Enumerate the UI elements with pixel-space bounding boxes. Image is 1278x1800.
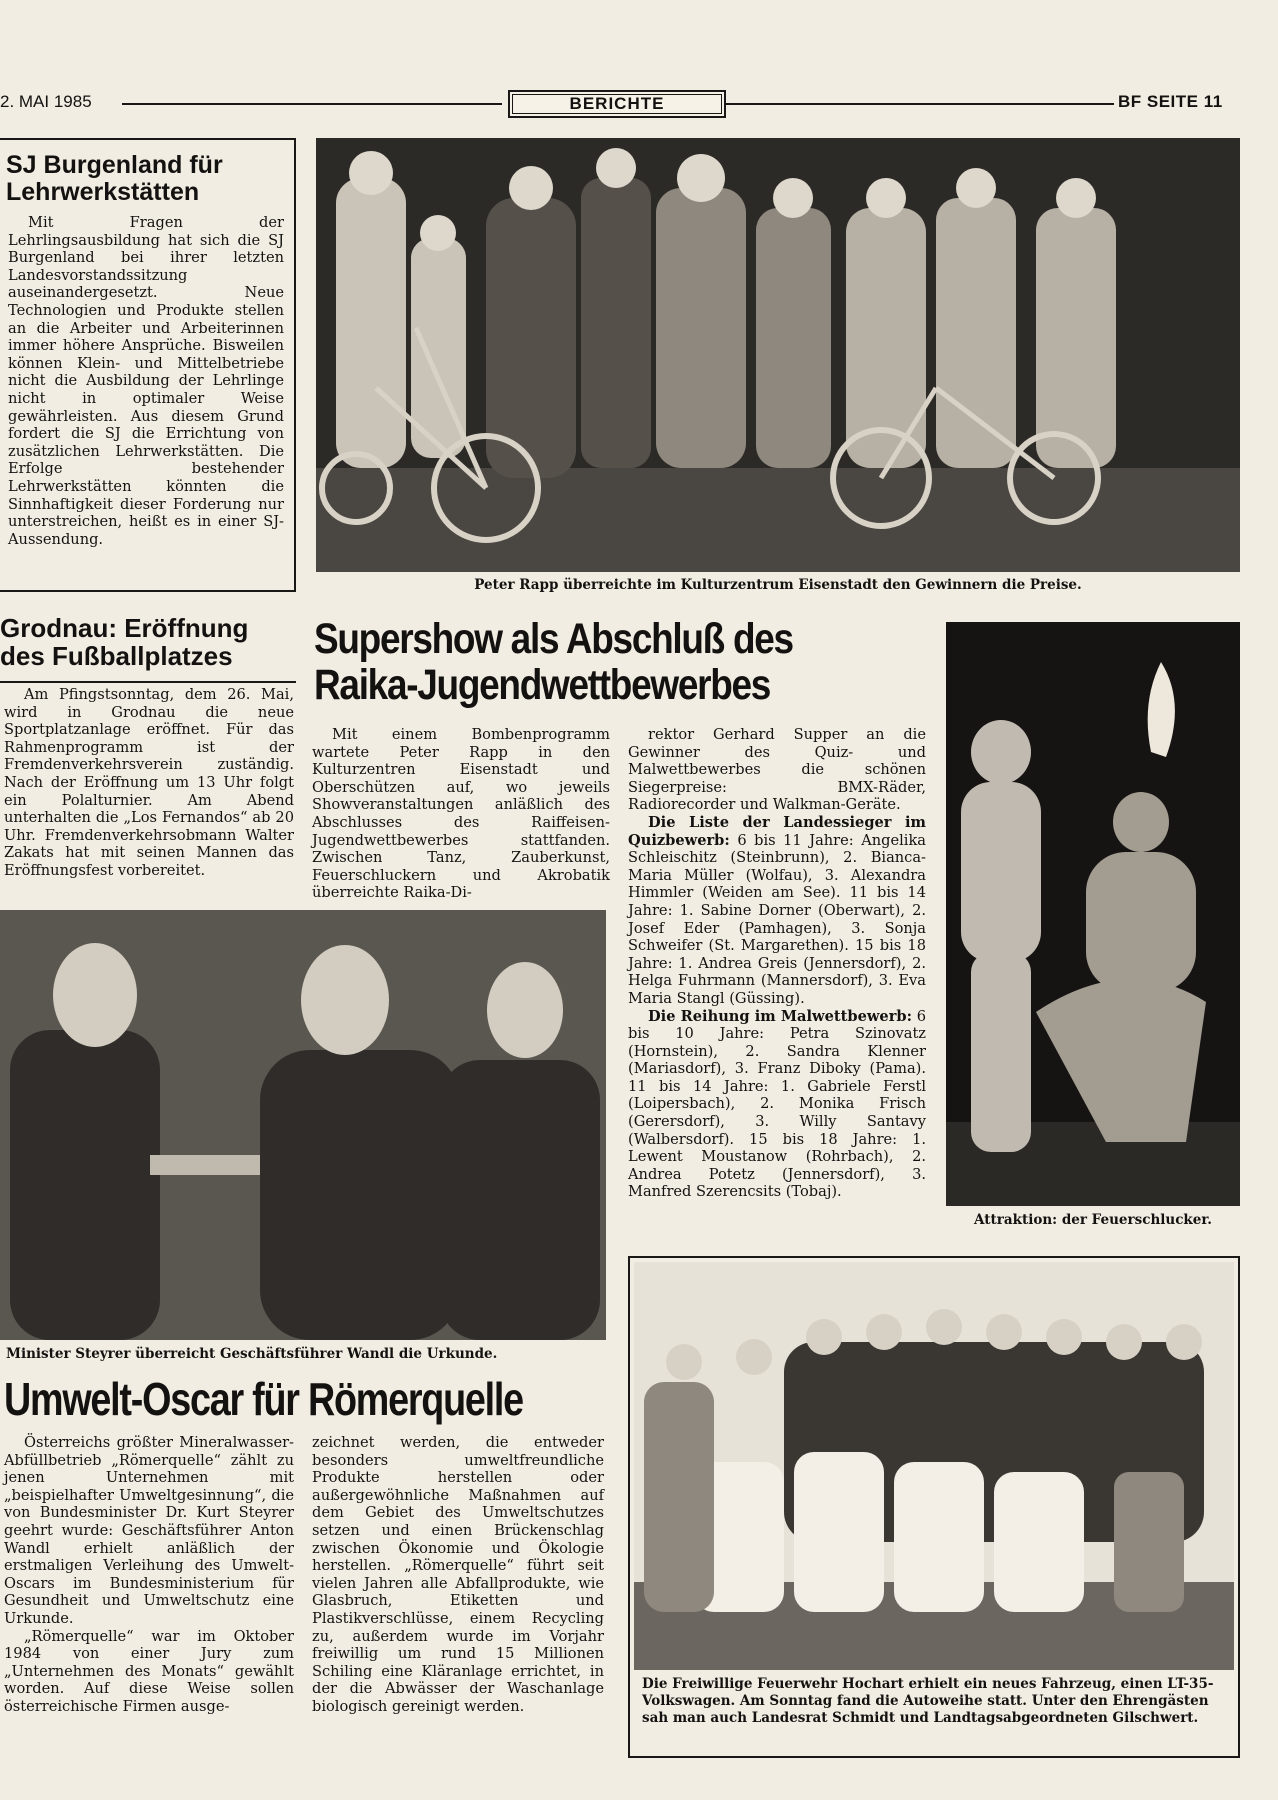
sj-title-line1: SJ Burgenland für	[6, 151, 223, 179]
page-number: BF SEITE 11	[1118, 92, 1223, 111]
photo-fire-eater	[946, 622, 1240, 1206]
photo-feuerwehr-caption: Die Freiwillige Feuerwehr Hochart erhielt ein neues Fahrzeug, einen LT-35-Volkswagen. Am Sonntag fand die Autoweihe statt. Unter den Ehrengästen sah man auch Landesrat Schmidt und Landtagsabgeordneten Gilschwert.	[642, 1676, 1214, 1726]
sj-article-box	[0, 138, 296, 592]
grodnau-body	[4, 686, 294, 880]
quiz-winners: 6 bis 11 Jahre: Angelika Schleischitz (Steinbrunn), 2. Bianca-Maria Müller (Wolfau), 3. Alexandra Himmler (Weiden am See). 11 bis 14 Jahre: 1. Sabine Dorner (Oberwart), 2. Josef Eder (Pamhagen), 3. Sonja Schweifer (St. Margarethen). 15 bis 18 Jahre: 1. Andrea Greis (Jennersdorf), 2. Helga Fuhrmann (Mannersdorf), 3. Eva Maria Stangl (Güssing).	[628, 831, 927, 1007]
grodnau-title	[0, 614, 248, 670]
mal-winners: 6 bis 10 Jahre: Petra Szinovatz (Hornstein), 2. Sandra Klenner (Mariasdorf), 3. Franz Diboky (Pama). 11 bis 14 Jahre: 1. Gabriele Ferstl (Loipersbach), 2. Monika Frisch (Gerersdorf), 3. Willy Santavy (Walbersdorf). 15 bis 18 Jahre: 1. Lewent Moustanow (Rohrbach), 2. Andrea Potetz (Jennersdorf), 3. Manfred Szerencsits (Tobaj).	[628, 1007, 926, 1201]
photo-prize-caption: Peter Rapp überreichte im Kulturzentrum Eisenstadt den Gewinnern die Preise.	[474, 577, 1082, 593]
supershow-intro: rektor Gerhard Supper an die Gewinner des Quiz- und Malwettbewerbes die schönen Siegerpreise: BMX-Räder, Radiorecorder und Walkman-Geräte.	[628, 726, 926, 814]
umwelt-col2	[312, 1434, 604, 1716]
sj-body	[8, 214, 284, 548]
supershow-title	[314, 616, 793, 709]
section-label: BERICHTE	[508, 90, 726, 118]
grodnau-paragraph: Am Pfingstsonntag, dem 26. Mai, wird in Grodnau die neue Sportplatzanlage eröffnet. Für das Rahmenprogramm ist der Fremdenverkehrsverein zuständig. Nach der Eröffnung um 13 Uhr folgt ein Polalturnier. Am Abend unterhalten die „Los Fernandos“ ab 20 Uhr. Fremdenverkehrsobmann Walter Zakats hat mit seinen Mannen das Eröffnungsfest vorbereitet.	[4, 686, 294, 879]
grodnau-title-line1: Grodnau: Eröffnung	[0, 613, 249, 643]
sj-title-line2: Lehrwerkstätten	[6, 178, 200, 206]
photo-fire-caption: Attraktion: der Feuerschlucker.	[974, 1212, 1212, 1228]
umwelt-col1	[4, 1434, 294, 1716]
header-rule-left	[122, 103, 502, 105]
sj-title	[6, 152, 223, 206]
photo-prize-ceremony	[316, 138, 1240, 572]
photo-minister-caption: Minister Steyrer überreicht Geschäftsführer Wandl die Urkunde.	[6, 1346, 498, 1362]
umwelt-title: Umwelt-Oscar für Römerquelle	[4, 1373, 523, 1425]
photo-minister	[0, 910, 606, 1340]
supershow-col1	[312, 726, 610, 902]
supershow-col2	[628, 726, 926, 1201]
umwelt-col2-text: zeichnet werden, die entweder besonders umweltfreundliche Produkte herstellen oder außergewöhnliche Maßnahmen auf dem Gebiet des Umweltschutzes setzen und einen Brückenschlag zwischen Ökonomie und Ökologie herstellen. „Römerquelle“ führt seit vielen Jahren alle Abfallprodukte, wie Glasbruch, Etiketten und Plastikverschlüsse, einem Recycling zu, außerdem wurde im Vorjahr freiwillig um rund 15 Millionen Schiling eine Kläranlage errichtet, in der die Abwässer der Waschanlage biologisch gereinigt werden.	[312, 1434, 604, 1715]
supershow-title-line2: Raika-Jugendwettbewerbes	[314, 661, 771, 710]
supershow-col1-text: Mit einem Bombenprogramm wartete Peter Rapp in den Kulturzentren Eisenstadt und Oberschützen auf, wo jeweils Showveranstaltungen anläßlich des Abschlusses des Raiffeisen-Jugendwettbewerbes stattfanden. Zwischen Tanz, Zauberkunst, Feuerschluckern und Akrobatik überreichte Raika-Di-	[312, 726, 610, 902]
sj-paragraph: Mit Fragen der Lehrlingsausbildung hat sich die SJ Burgenland bei ihrer letzten Landesvorstandssitzung auseinandergesetzt. Neue Technologien und Produkte stellen an die Arbeiter und Arbeiterinnen immer höhere Ansprüche. Bisweilen können Klein- und Mittelbetriebe nicht die Ausbildung der Lehrlinge nicht in optimaler Weise gewährleisten. Aus diesem Grund fordert die SJ die Errichtung von zusätzlichen Lehrwerkstätten. Die Erfolge bestehender Lehrwerkstätten könnten die Sinnhaftigkeit dieser Forderung nur unterstreichen, heißt es in einer SJ-Aussendung.	[8, 214, 284, 548]
umwelt-paragraph-1: Österreichs größter Mineralwasser-Abfüllbetrieb „Römerquelle“ zählt zu jenen Unternehmen mit „beispielhafter Umweltgesinnung“, die von Bundesminister Dr. Kurt Steyrer geehrt wurde: Geschäftsführer Anton Wandl erhielt anläßlich der erstmaligen Verleihung des Umwelt-Oscars im Bundesministerium für Gesundheit und Umweltschutz eine Urkunde.	[4, 1434, 294, 1627]
grodnau-title-line2: des Fußballplatzes	[0, 641, 233, 672]
umwelt-paragraph-2: „Römerquelle“ war im Oktober 1984 von einer Jury zum „Unternehmen des Monats“ gewählt worden. Auf diese Weise sollen österreichische Firmen ausge-	[4, 1627, 294, 1715]
mal-heading: Die Reihung im Malwettbewerb:	[648, 1007, 912, 1025]
grodnau-title-rule	[0, 681, 296, 683]
quiz-heading: Die Liste der Landessieger im Quizbewerb:	[628, 813, 926, 849]
supershow-title-line1: Supershow als Abschluß des	[314, 615, 793, 663]
photo-feuerwehr	[634, 1262, 1234, 1670]
issue-date: 2. MAI 1985	[0, 92, 92, 111]
header-rule-right	[724, 103, 1114, 105]
feuerwehr-box	[628, 1256, 1240, 1758]
